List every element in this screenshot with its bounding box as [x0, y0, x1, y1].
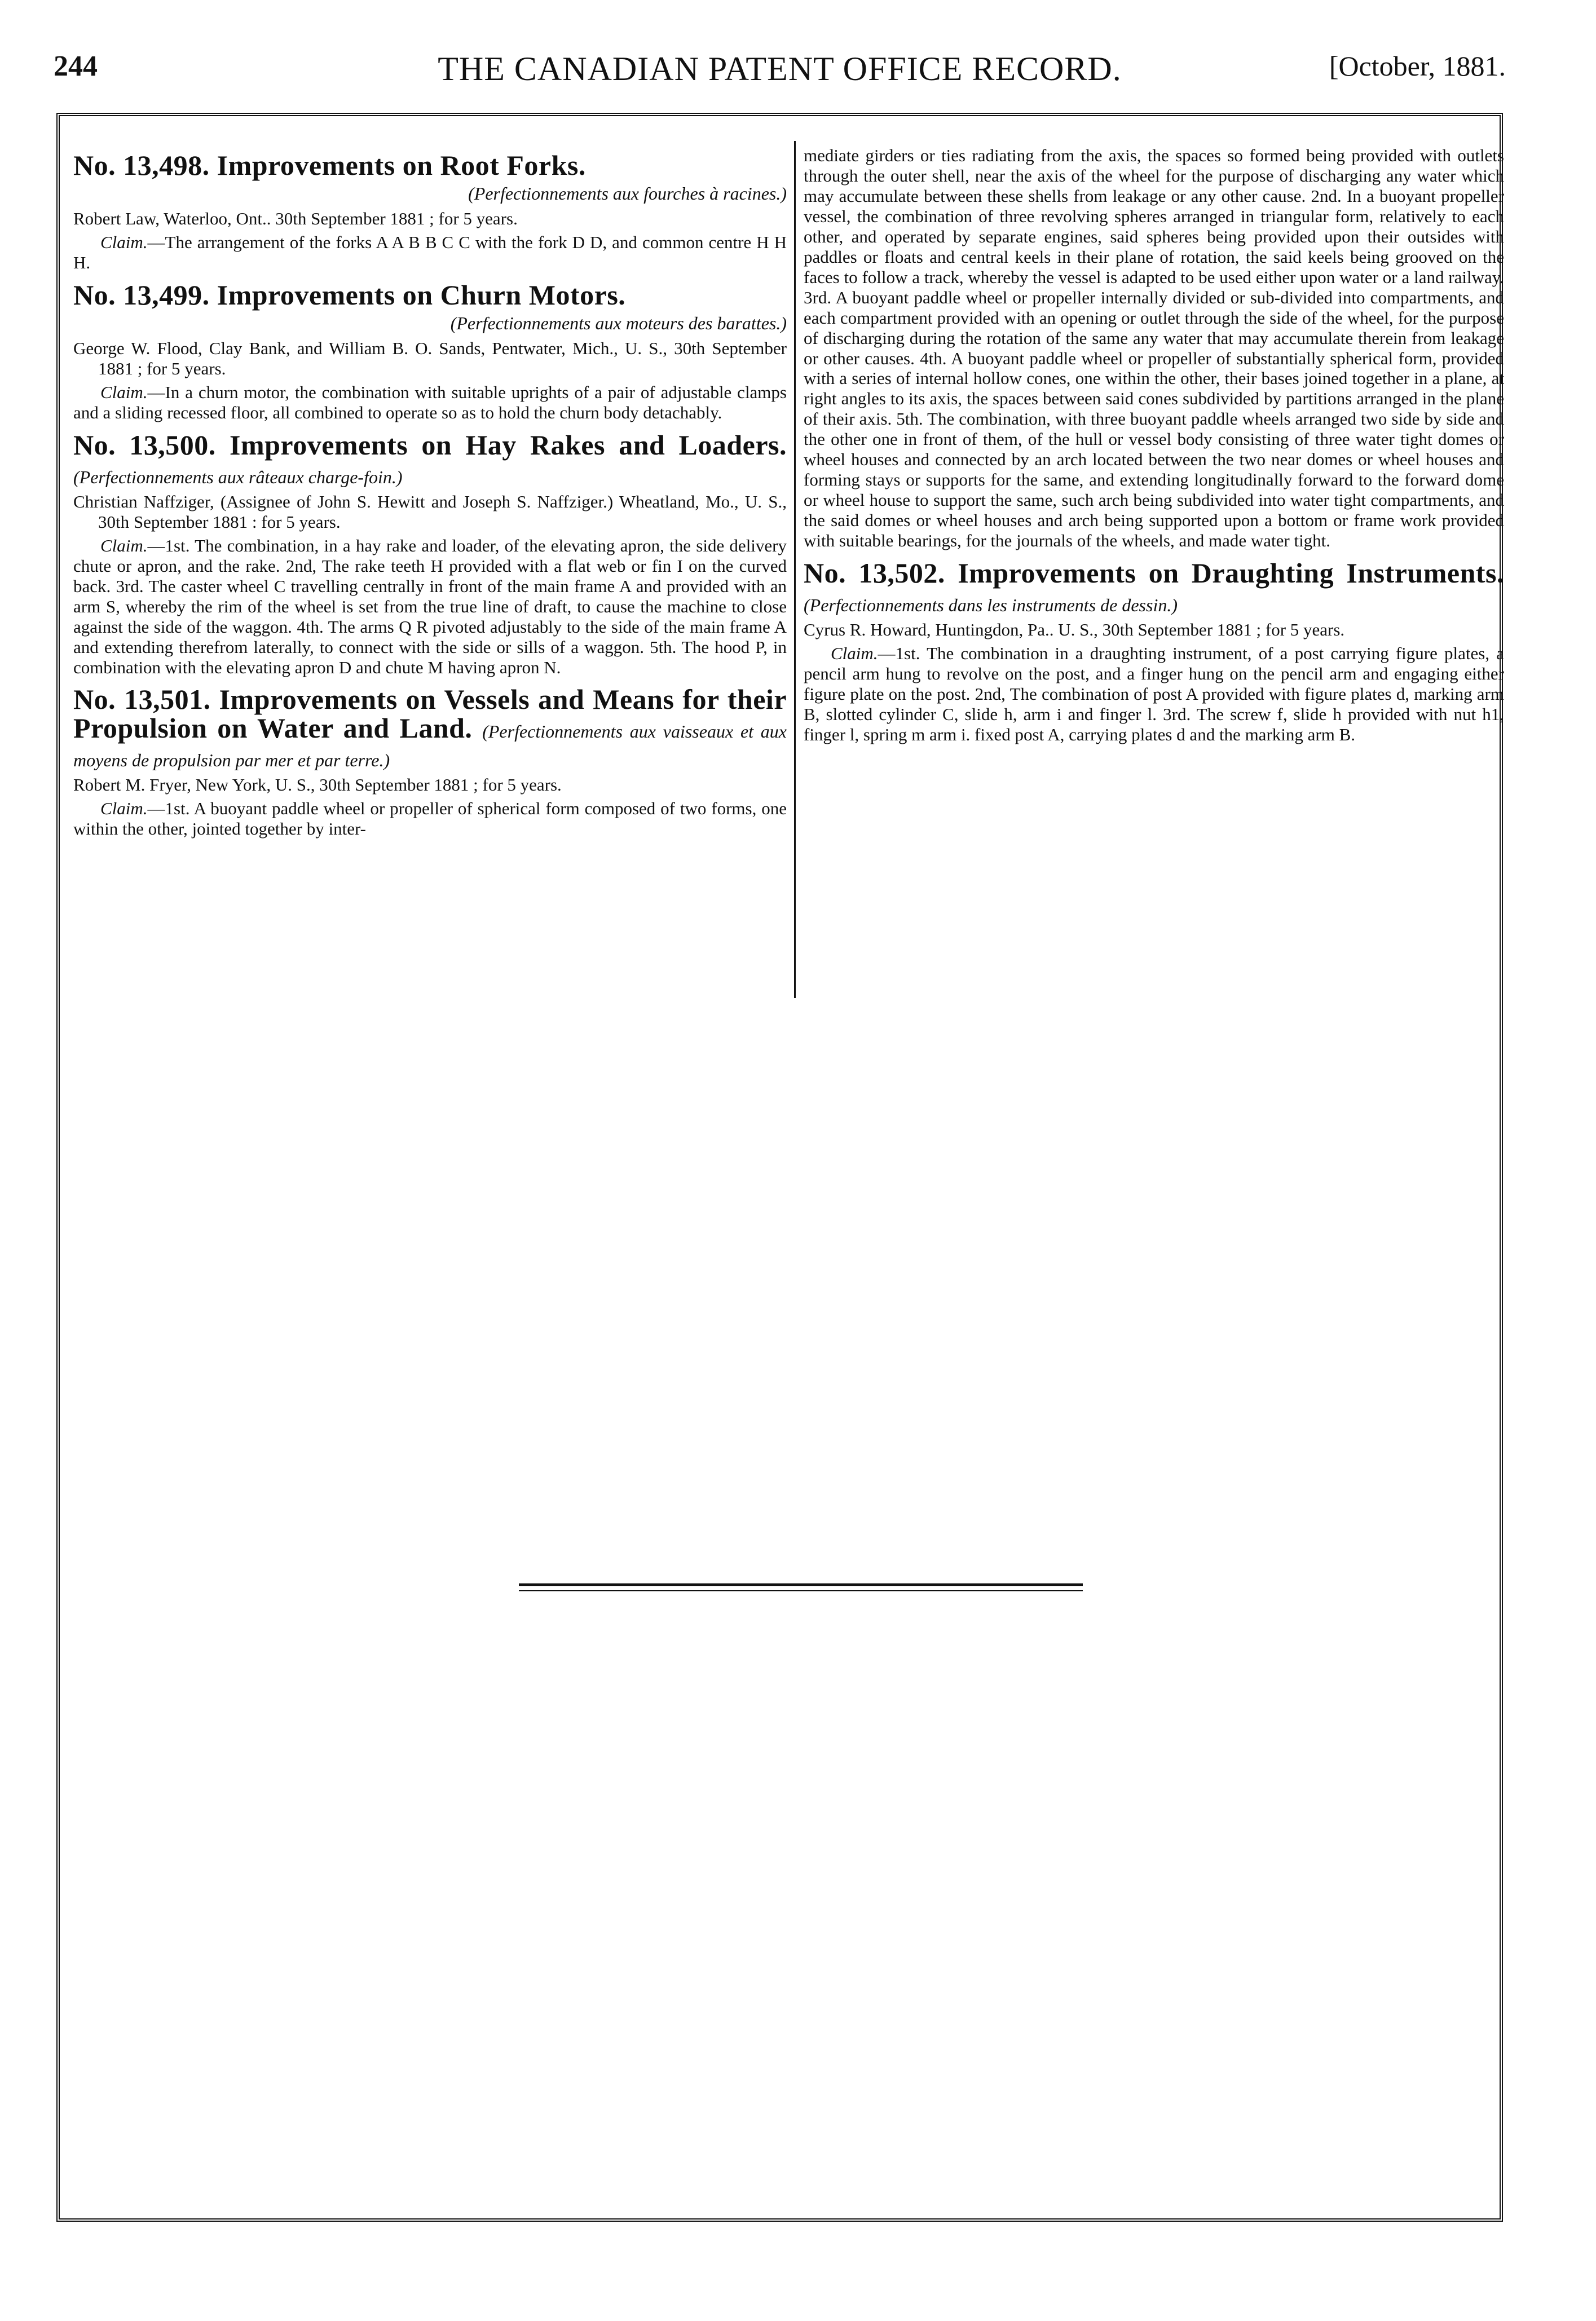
applicant: Robert M. Fryer, New York, U. S., 30th September 1881 ; for 5 years.: [73, 775, 562, 795]
patent-number: No. 13,502.: [804, 557, 945, 589]
patent-number: No. 13,500.: [73, 429, 216, 461]
column-divider: [794, 141, 796, 998]
applicant: George W. Flood, Clay Bank, and William B. O. Sands, Pentwater, Mich., U. S., 30th September 1881 ; for 5 years.: [73, 338, 787, 379]
claim-text-continued: mediate girders or ties radiating from the axis, the spaces so formed being provided with outlets through the outer shell, near the axis of the wheel for the purpose of discharging any water which may accumulate between these shells from leakage or any other cause. 2nd. In a buoyant propeller vessel, the combination of three revolving spheres arranged in triangular form, relatively to each other, and operated by separate engines, said spheres being provided upon their outsides with paddles or floats and central keels in their plane of rotation, the said keels being grooved on the faces to follow a track, whereby the vessel is adapted to be used either upon water or a land railway. 3rd. A buoyant paddle wheel or propeller internally divided or sub-divided into compartments, and each compartment provided with an opening or outlet through the side of the wheel, for the purpose of discharging during the rotation of the same any water that may accumulate therein from leakage or other causes. 4th. A buoyant paddle wheel or propeller of substantially spherical form, provided with a series of internal hollow cones, one within the other, their bases joined together in a plane, at right angles to its axis, the spaces between said cones subdivided by partitions arranged in the plane of their axis. 5th. The combination, with three buoyant paddle wheels arranged two side by side and the other one in front of them, of the hull or vessel body consisting of three water tight domes or wheel houses and connected by an arch located between the two near domes or wheel houses and forming stays or supports for the same, and extending longitudinally forward to the forward dome or wheel house to support the same, such arch being subdivided into water tight compartments, and the said domes or wheel houses and arch being supported upon a bottom or frame work provided with suitable bearings, for the journals of the wheels, and made water tight.: [804, 145, 1504, 551]
claim-text: —1st. The combination in a draughting instrument, of a post carrying figure plates, a pencil arm hung to revolve on the post, and a finger hung on the pencil arm and engaging either figure plate on the post. 2nd, The combination of post A provided with figure plates d, marking arm B, slotted cylinder C, slide h, arm i and finger l. 3rd. The screw f, slide h provided with nut h1, finger l, spring m arm i. fixed post A, carrying plates d and the marking arm B.: [804, 643, 1504, 744]
patent-number: No. 13,501.: [73, 683, 211, 716]
claim: [73, 232, 787, 273]
claim-label: Claim.: [831, 643, 878, 664]
left-column: [73, 145, 787, 847]
claim: [73, 798, 787, 839]
applicant: Christian Naffziger, (Assignee of John S. Hewitt and Joseph S. Naffziger.) Wheatland, Mo., U. S., 30th September 1881 : for 5 years.: [73, 491, 787, 532]
page-number: 244: [54, 50, 98, 82]
claim-text: —1st. The combination, in a hay rake and loader, of the elevating apron, the side delivery chute or apron, and the rake. 2nd, The rake teeth H provided with a flat web or fin I on the curved back. 3rd. The caster wheel C travelling centrally in front of the main frame A and provided with an arm S, whereby the rim of the wheel is set from the true line of draft, to cause the machine to close against the side of the waggon. 4th. The arms Q R pivoted adjustably to the side of the main frame A and extending therefrom laterally, to connect with the side or sills of a waggon. 5th. The hood P, in combination with the elevating apron D and chute M having apron N.: [73, 535, 787, 677]
french-title: (Perfectionnements aux moteurs des barattes.): [450, 312, 787, 333]
issue-date: [October, 1881.: [1329, 50, 1506, 82]
french-title: (Perfectionnements aux fourches à racines.): [468, 183, 787, 204]
patent-entry: [804, 559, 1504, 745]
claim-text: —1st. A buoyant paddle wheel or propeller of spherical form composed of two forms, one within the other, jointed together by inter-: [73, 798, 787, 839]
french-title: (Perfectionnements dans les instruments de dessin.): [804, 595, 1178, 616]
end-rule: [519, 1583, 1083, 1586]
claim-text: —In a churn motor, the combination with suitable uprights of a pair of adjustable clamps and a sliding recessed floor, all combined to operate so as to hold the churn body detachably.: [73, 382, 787, 422]
patent-entry: [73, 281, 787, 423]
claim: [73, 382, 787, 423]
claim: [73, 536, 787, 678]
claim-label: Claim.: [100, 535, 148, 555]
claim-label: Claim.: [100, 382, 148, 402]
journal-title: THE CANADIAN PATENT OFFICE RECORD.: [438, 50, 1122, 87]
patent-entry: [73, 431, 787, 678]
right-column: [804, 145, 1504, 753]
claim-label: Claim.: [100, 232, 148, 253]
entry-heading: [73, 151, 787, 180]
claim-text: —The arrangement of the forks A A B B C C with the fork D D, and common centre H H H.: [73, 232, 787, 273]
running-head: [54, 50, 1506, 95]
end-rule-thin: [519, 1590, 1083, 1591]
french-title: (Perfectionnements aux râteaux charge-foin.): [73, 466, 403, 487]
patent-title: Improvements on Draughting Instruments.: [958, 557, 1505, 589]
entry-heading: [73, 281, 787, 310]
patent-title: Improvements on Vessels and Means for their Propulsion on Water and Land.: [73, 683, 787, 744]
patent-entry: [73, 685, 787, 839]
applicant: Cyrus R. Howard, Huntingdon, Pa.. U. S., 30th September 1881 ; for 5 years.: [804, 620, 1345, 640]
entry-heading: [73, 431, 787, 488]
claim-continuation: [804, 145, 1504, 551]
entry-heading: [804, 559, 1504, 616]
patent-title: Improvements on Hay Rakes and Loaders.: [230, 429, 787, 461]
entry-heading: [73, 685, 787, 771]
patent-title: Improvements on Root Forks.: [217, 149, 586, 181]
patent-title: Improvements on Churn Motors.: [217, 279, 626, 311]
patent-entry: [73, 151, 787, 273]
claim-label: Claim.: [100, 798, 148, 819]
applicant: Robert Law, Waterloo, Ont.. 30th September 1881 ; for 5 years.: [73, 209, 518, 229]
claim: [804, 643, 1504, 745]
patent-number: No. 13,499.: [73, 279, 210, 311]
patent-number: No. 13,498.: [73, 149, 210, 181]
french-title: (Perfectionnements aux vaisseaux et aux moyens de propulsion par mer et par terre.): [73, 721, 787, 771]
